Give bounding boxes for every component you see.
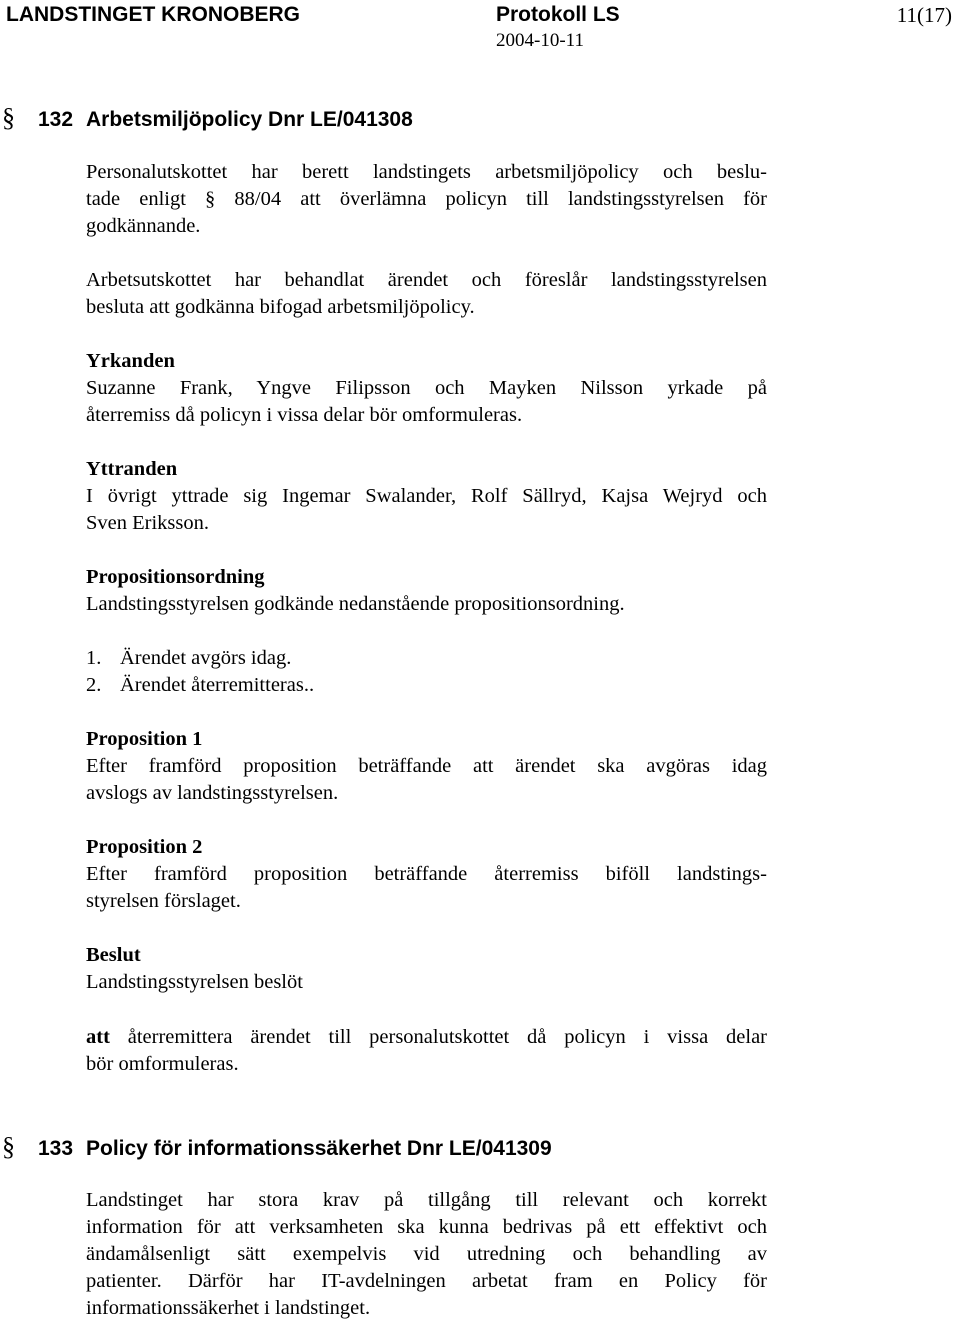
text-line xyxy=(86,1024,767,1051)
text-line: godkännande. xyxy=(86,215,201,237)
text-line: informationssäkerhet i landstinget. xyxy=(86,1297,371,1319)
text-line: Landstingsstyrelsen beslöt xyxy=(86,971,303,993)
text-line: Personalutskottet har berett landstingets arbetsmiljöpolicy och beslu- xyxy=(86,161,767,183)
proposition-2-block xyxy=(86,834,767,915)
propositionsordning-heading: Propositionsordning xyxy=(86,566,265,588)
text-line: avslogs av landstingsstyrelsen. xyxy=(86,782,339,804)
section-title: Arbetsmiljöpolicy Dnr LE/041308 xyxy=(86,108,413,131)
committee-paragraph xyxy=(86,267,767,321)
intro-paragraph xyxy=(86,159,767,240)
text-line: Suzanne Frank, Yngve Filipsson och Mayken Nilsson yrkade på xyxy=(86,377,767,399)
text-line: Efter framförd proposition beträffande att ärendet ska avgöras idag xyxy=(86,755,767,777)
text-line: I övrigt yttrade sig Ingemar Swalander, Rolf Sällryd, Kajsa Wejryd och xyxy=(86,485,767,507)
att-keyword: att xyxy=(86,1026,110,1048)
beslut-block xyxy=(86,942,767,996)
section-number: 133 xyxy=(38,1137,74,1160)
section-title: Policy för informationssäkerhet Dnr LE/041309 xyxy=(86,1137,552,1160)
propositionsordning-block xyxy=(86,564,767,618)
protocol-date: 2004-10-11 xyxy=(496,30,584,51)
decision-text: återremittera ärendet till personalutskottet då policyn i vissa delar xyxy=(127,1026,767,1048)
section-133-body xyxy=(86,1187,767,1322)
list-text: Ärendet återremitteras.. xyxy=(120,674,315,696)
yttranden-heading: Yttranden xyxy=(86,458,178,480)
list-number: 1. xyxy=(86,647,102,669)
proposition-1-block xyxy=(86,726,767,807)
text-line: tade enligt § 88/04 att överlämna policyn till landstingsstyrelsen för xyxy=(86,188,767,210)
section-133-heading xyxy=(2,1132,552,1164)
text-line: Landstinget har stora krav på tillgång till relevant och korrekt xyxy=(86,1189,767,1211)
text-line: Landstingsstyrelsen godkände nedanstående propositionsordning. xyxy=(86,593,625,615)
text-line: Arbetsutskottet har behandlat ärendet och föreslår landstingsstyrelsen xyxy=(86,269,767,291)
text-line: återremiss då policyn i vissa delar bör omformuleras. xyxy=(86,404,523,426)
list-number: 2. xyxy=(86,674,102,696)
paragraph-sign: § xyxy=(2,1132,15,1161)
text-line: bör omformuleras. xyxy=(86,1053,239,1075)
yrkanden-block xyxy=(86,348,767,429)
text-line: information för att verksamheten ska kunna bedrivas på ett effektivt och xyxy=(86,1216,767,1238)
text-line: ändamålsenligt sätt exempelvis vid utredning och behandling av xyxy=(86,1243,767,1265)
protocol-title: Protokoll LS xyxy=(496,3,620,26)
text-line: Sven Eriksson. xyxy=(86,512,209,534)
list-text: Ärendet avgörs idag. xyxy=(120,647,292,669)
proposition-2-heading: Proposition 2 xyxy=(86,836,203,858)
paragraph-sign: § xyxy=(2,103,15,132)
organization-name: LANDSTINGET KRONOBERG xyxy=(6,3,300,26)
list-item xyxy=(86,672,767,699)
proposition-list xyxy=(86,645,767,699)
text-line: Efter framförd proposition beträffande återremiss biföll landstings- xyxy=(86,863,767,885)
section-132-heading xyxy=(2,103,413,135)
text-line: besluta att godkänna bifogad arbetsmiljöpolicy. xyxy=(86,296,475,318)
beslut-decision xyxy=(86,1024,767,1078)
page-number: 11(17) xyxy=(896,3,952,27)
yttranden-block xyxy=(86,456,767,537)
text-line: patienter. Därför har IT-avdelningen arbetat fram en Policy för xyxy=(86,1270,767,1292)
text-line: styrelsen förslaget. xyxy=(86,890,241,912)
yrkanden-heading: Yrkanden xyxy=(86,350,175,372)
beslut-heading: Beslut xyxy=(86,944,141,966)
section-number: 132 xyxy=(38,108,74,131)
proposition-1-heading: Proposition 1 xyxy=(86,728,203,750)
list-item xyxy=(86,645,767,672)
